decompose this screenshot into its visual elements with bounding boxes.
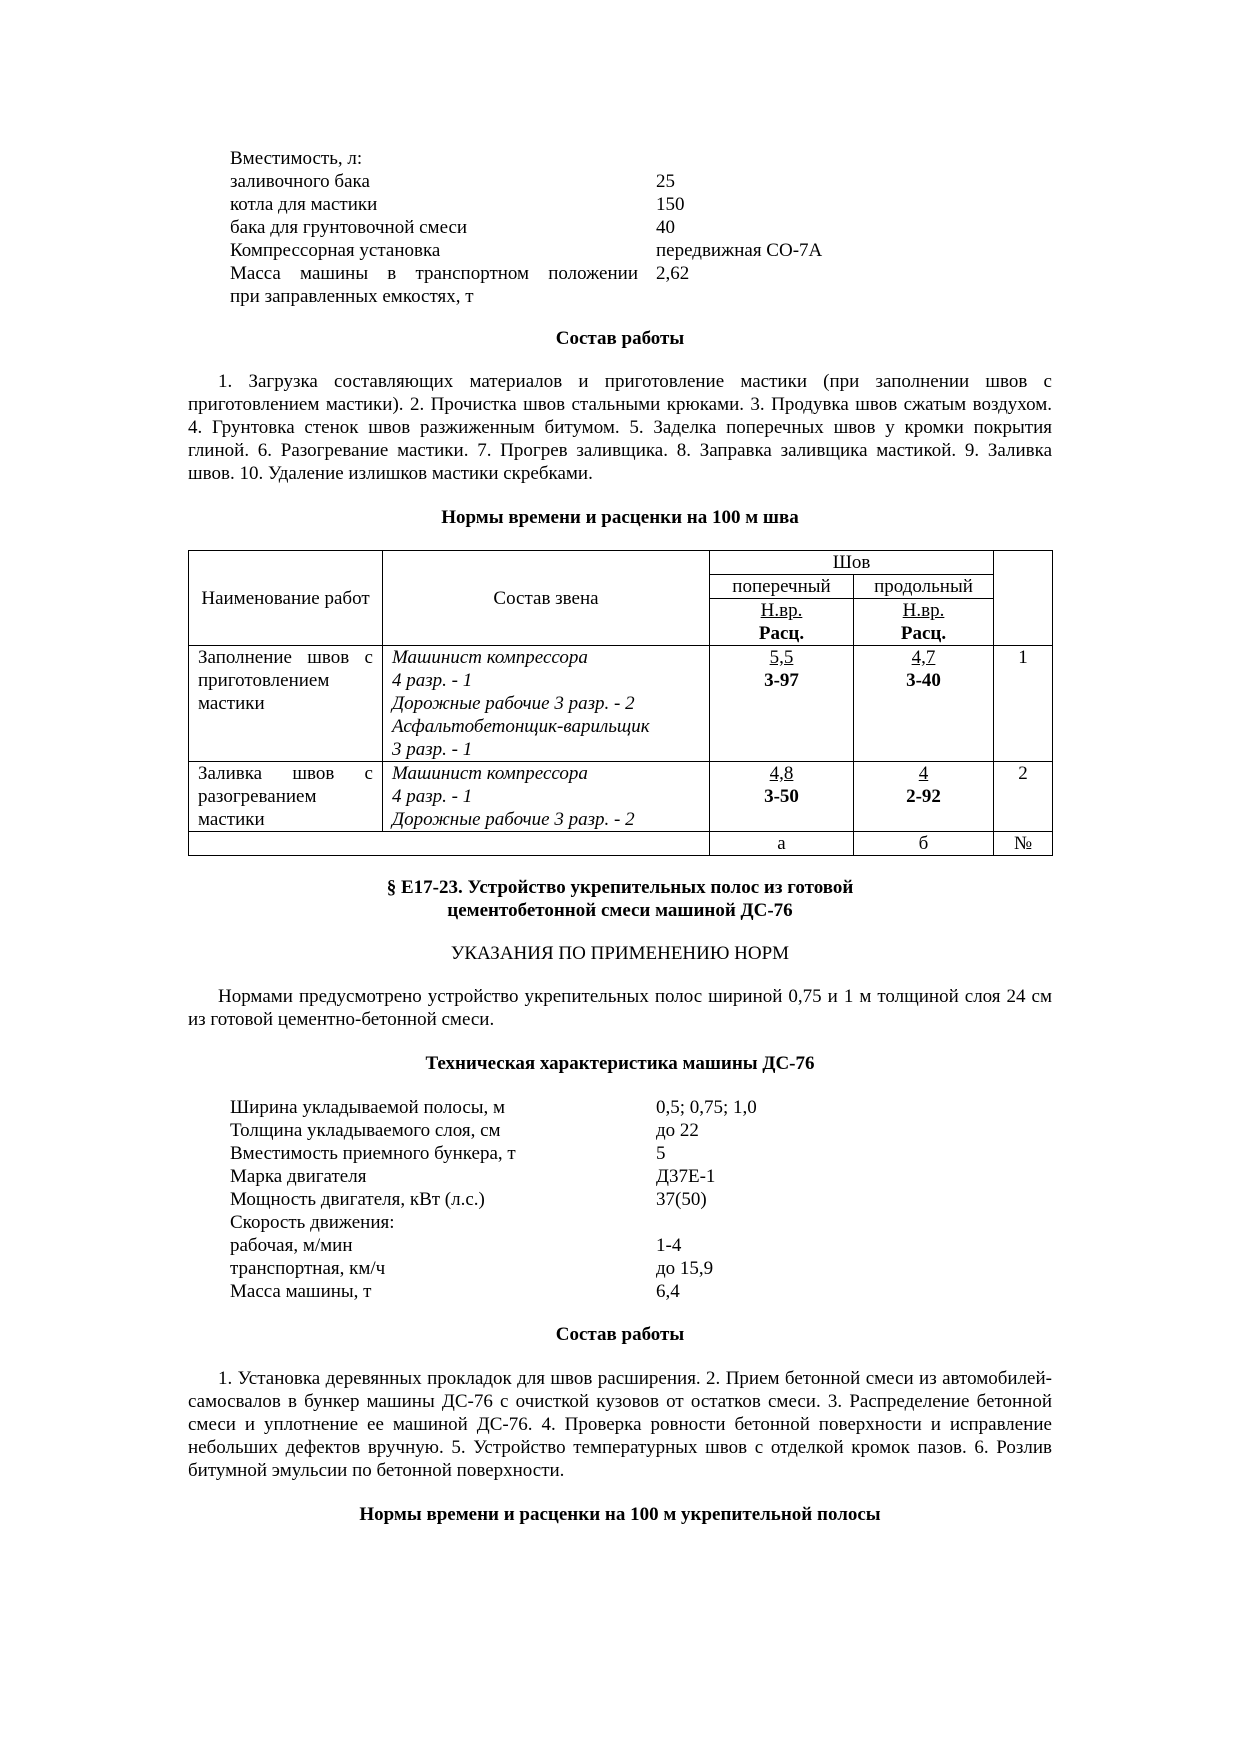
spec-value: передвижная СО-7А xyxy=(656,240,823,261)
crew-line: Машинист компрессора xyxy=(392,763,588,784)
table-header-row xyxy=(189,551,1053,575)
section-title-line: цементобетонной смеси машиной ДС-76 xyxy=(447,900,793,921)
unit-cell xyxy=(710,599,854,646)
rasc-value: 3-40 xyxy=(906,670,941,691)
spec-label: бака для грунтовочной смеси xyxy=(230,217,468,238)
spec-row xyxy=(230,1211,930,1234)
long-value-cell xyxy=(854,762,994,832)
col-header-number xyxy=(994,551,1053,646)
spec-value: 5 xyxy=(656,1143,666,1164)
crew-line: Дорожные рабочие 3 разр. - 2 xyxy=(392,809,635,830)
crew-line: 4 разр. - 1 xyxy=(392,670,473,691)
footer-column-a: а xyxy=(710,832,854,856)
section-title-line: § Е17-23. Устройство укрепительных полос из готовой xyxy=(386,877,854,898)
spec-value xyxy=(638,1211,656,1234)
spec-label: рабочая, м/мин xyxy=(230,1235,353,1256)
spec-row xyxy=(230,147,930,170)
crew-line: Машинист компрессора xyxy=(392,647,588,668)
spec-value xyxy=(638,147,656,170)
spec-label: Вместимость приемного бункера, т xyxy=(230,1143,516,1164)
spec-value: до 15,9 xyxy=(656,1258,714,1279)
crew-cell xyxy=(383,762,710,832)
nvr-value: 4,8 xyxy=(769,763,794,784)
spec-row xyxy=(230,262,930,308)
spec-row xyxy=(230,1234,930,1257)
spec-value: 0,5; 0,75; 1,0 xyxy=(656,1097,757,1118)
document-page xyxy=(188,147,1052,1526)
work-composition-text: 1. Установка деревянных прокладок для швов расширения. 2. Прием бетонной смеси из автомобилей-самосвалов в бункер машины ДС-76 с очисткой кузовов от остатков смеси. 3. Распределение бетонной смеси и уплотнение ее машиной ДС-76. 4. Проверка ровности бетонной поверхности и исправление небольших дефектов вручную. 5. Устройство температурных швов с отделкой кромок пазов. 6. Розлив битумной эмульсии по бетонной поверхности. xyxy=(188,1368,1052,1481)
crew-line: Дорожные рабочие 3 разр. - 2 xyxy=(392,693,635,714)
spec-row xyxy=(230,1142,930,1165)
spec-label: котла для мастики xyxy=(230,194,378,215)
machine-spec-list-2 xyxy=(230,1096,930,1303)
work-composition-text: 1. Загрузка составляющих материалов и приготовление мастики (при заполнении швов с приготовлением мастики). 2. Прочистка швов стальными крюками. 3. Продувка швов сжатым воздухом. 4. Грунтовка стенок швов разжиженным битумом. 5. Заделка поперечных швов у кромки покрытия глиной. 6. Разогревание мастики. 7. Прогрев заливщика. 8. Заправка заливщика мастикой. 9. Заливка швов. 10. Удаление излишков мастики скребками. xyxy=(188,371,1052,484)
spec-row xyxy=(230,1096,930,1119)
spec-value: 150 xyxy=(656,194,685,215)
table-footer-row xyxy=(189,832,1053,856)
cross-value-cell xyxy=(710,762,854,832)
norms-title: Нормы времени и расценки на 100 м шва xyxy=(441,507,799,528)
col-header-long: продольный xyxy=(854,575,994,599)
rasc-value: 3-50 xyxy=(764,786,799,807)
spec-row xyxy=(230,1280,930,1303)
spec-row xyxy=(230,216,930,239)
instructions-text: Нормами предусмотрено устройство укрепительных полос шириной 0,75 и 1 м толщиной слоя 24 см из готовой цементно-бетонной смеси. xyxy=(188,986,1052,1030)
crew-cell xyxy=(383,646,710,762)
spec-label: транспортная, км/ч xyxy=(230,1258,386,1279)
spec-label: заливочного бака xyxy=(230,171,370,192)
machine-spec-list-1 xyxy=(230,147,930,308)
norms-title: Нормы времени и расценки на 100 м укрепительной полосы xyxy=(359,1504,881,1525)
cross-value-cell xyxy=(710,646,854,762)
tech-spec-title: Техническая характеристика машины ДС-76 xyxy=(425,1053,815,1074)
spec-label: Ширина укладываемой полосы, м xyxy=(230,1097,506,1118)
spec-value: 40 xyxy=(656,217,675,238)
nvr-value: 4 xyxy=(918,763,929,784)
unit-cell xyxy=(854,599,994,646)
spec-value: 25 xyxy=(656,171,675,192)
spec-label-line: при заправленных емкостях, т xyxy=(230,286,474,307)
footer-column-b: б xyxy=(854,832,994,856)
nvr-label: Н.вр. xyxy=(902,600,945,621)
spec-row xyxy=(230,170,930,193)
rasc-value: 3-97 xyxy=(764,670,799,691)
spec-row xyxy=(230,1165,930,1188)
spec-label xyxy=(230,262,638,308)
instructions-title: УКАЗАНИЯ ПО ПРИМЕНЕНИЮ НОРМ xyxy=(450,943,790,964)
crew-line: 3 разр. - 1 xyxy=(392,739,473,760)
nvr-value: 4,7 xyxy=(911,647,936,668)
norms-table xyxy=(188,550,1053,856)
col-header-work-name: Наименование работ xyxy=(189,551,383,646)
spec-label: Вместимость, л: xyxy=(230,148,363,169)
spec-label-line: Масса машины в транспортном положении xyxy=(230,263,638,284)
footer-empty-cell xyxy=(189,832,710,856)
spec-value: Д37Е-1 xyxy=(656,1166,716,1187)
nvr-value: 5,5 xyxy=(769,647,794,668)
spec-value: 37(50) xyxy=(656,1189,707,1210)
section-title xyxy=(188,876,1052,922)
rasc-label: Расц. xyxy=(900,623,947,644)
col-header-cross: поперечный xyxy=(710,575,854,599)
spec-value: до 22 xyxy=(656,1120,699,1141)
col-header-seam: Шов xyxy=(710,551,994,575)
spec-label: Компрессорная установка xyxy=(230,240,441,261)
crew-line: 4 разр. - 1 xyxy=(392,786,473,807)
footer-column-number: № xyxy=(994,832,1053,856)
spec-value: 1-4 xyxy=(656,1235,682,1256)
spec-value: 2,62 xyxy=(656,263,690,284)
spec-label: Скорость движения: xyxy=(230,1212,395,1233)
spec-label: Масса машины, т xyxy=(230,1281,372,1302)
spec-value: 6,4 xyxy=(656,1281,680,1302)
work-composition-title: Состав работы xyxy=(555,328,685,349)
spec-row xyxy=(230,239,930,262)
spec-label: Марка двигателя xyxy=(230,1166,367,1187)
work-name-cell: Заполнение швов с приготовлением мастики xyxy=(189,646,383,762)
nvr-label: Н.вр. xyxy=(760,600,803,621)
spec-label: Мощность двигателя, кВт (л.с.) xyxy=(230,1189,485,1210)
rasc-label: Расц. xyxy=(758,623,805,644)
rasc-value: 2-92 xyxy=(906,786,941,807)
long-value-cell xyxy=(854,646,994,762)
crew-line: Асфальтобетонщик-варильщик xyxy=(392,716,650,737)
table-row xyxy=(189,762,1053,832)
spec-row xyxy=(230,1188,930,1211)
spec-row xyxy=(230,1257,930,1280)
table-row xyxy=(189,646,1053,762)
spec-row xyxy=(230,1119,930,1142)
work-name-cell: Заливка швов с разогреванием мастики xyxy=(189,762,383,832)
col-header-crew: Состав звена xyxy=(383,551,710,646)
spec-row xyxy=(230,193,930,216)
row-number-cell: 2 xyxy=(994,762,1053,832)
row-number-cell: 1 xyxy=(994,646,1053,762)
spec-label: Толщина укладываемого слоя, см xyxy=(230,1120,501,1141)
work-composition-title: Состав работы xyxy=(555,1324,685,1345)
